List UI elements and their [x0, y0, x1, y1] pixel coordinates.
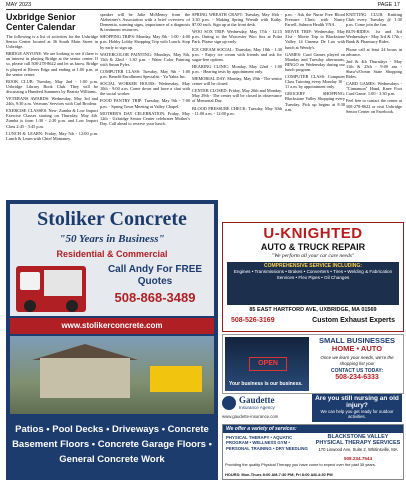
calendar-column-5 — [346, 12, 402, 114]
stoliker-top-panel — [10, 204, 214, 316]
article-paragraph: COMPUTER CLASS: Computer Class Tutoring every Monday 10 - 11 a.m. by appointment only. — [285, 74, 345, 90]
stoliker-photo — [10, 336, 214, 414]
article-paragraph: The following is a list of activities for the Uxbridge Senior Center located at 36 South Main Street in Uxbridge. — [6, 34, 98, 50]
article-paragraph: HEARING CLINIC: Monday, May 22nd - 1:00 p.m. - Hearing tests by appointment only. — [192, 63, 282, 74]
senior-center-title: Uxbridge Senior Center Calendar — [6, 12, 76, 32]
storefront-photo — [225, 337, 309, 391]
article-paragraph: p.m. - Ask the Nurse Free Blood Pressure Clinic with Nancy Farrell, Salmon Health VNA. — [285, 12, 345, 28]
truck-wheel — [66, 300, 78, 312]
article-paragraph: WOO SOX TRIP: Wednesday, May 17th - 12:15 p.m. Outing to the Worcester Woo Sox at Polar Park. Please sign up early. — [192, 29, 282, 45]
uknighted-ad — [222, 222, 404, 332]
excavator-icon — [150, 366, 202, 392]
issue-month: MAY 2023 — [6, 2, 32, 8]
photo-caption: Your business is our business. — [229, 381, 303, 387]
uknighted-subtitle: AUTO & TRUCK REPAIR — [260, 242, 366, 252]
stoliker-name: Stoliker Concrete — [37, 208, 187, 230]
house-wall — [40, 358, 130, 398]
bvpt-services: PHYSICAL THERAPY • AQUATIC PROGRAM • WELLNESS GYM • PERSONAL TRAINING • DRY NEEDLING — [226, 435, 308, 451]
stoliker-phone: 508-868-3489 — [114, 290, 196, 305]
uknighted-phone: 508-526-3169 — [231, 317, 275, 324]
article-paragraph: Feel free to contact the center at 508-278-8622 or visit Uxbridge Senior Center on Facebook. — [346, 98, 402, 114]
uknighted-exhaust: Custom Exhaust Experts — [312, 317, 395, 324]
article-paragraph: EXERCISE CLASSES: New: Zumba & Low Impact Exercise Classes starting on Thursday, May 4th. Zumba is from 1:30 - 2:30 p.m. and Low Impact Class 2:45 - 3:45 p.m. — [6, 108, 98, 129]
article-paragraph: LUNCH & LEARN: Friday, May 5th - 12:00 p.m. Lunch & Learn with Chief Montaney. — [6, 130, 98, 141]
header-rule — [6, 9, 400, 10]
gaudette-name: Gaudette — [239, 395, 275, 405]
small-business-ad — [222, 334, 404, 394]
bvpt-name: BLACKSTONE VALLEY PHYSICAL THERAPY SERVICES — [315, 434, 401, 446]
contact-label: CONTACT US TODAY: — [330, 368, 384, 374]
article-paragraph: RUN-RIDES: 1st and 3rd Wednesdays - May 3rd & 17th - Bank & Pharmacy Rides. — [346, 29, 402, 45]
gaudette-logo-icon — [222, 396, 236, 410]
senior-center-column — [6, 12, 98, 199]
article-paragraph: CENTER CLOSED: Friday, May 26th and Monday, May 29th - The center will be closed in observance of Memorial Day. — [192, 88, 282, 104]
open-sign: OPEN — [249, 357, 287, 371]
stoliker-residential: Residential & Commercial — [56, 249, 168, 259]
article-paragraph: KNITTING CLUB: Knitting Club every Tuesday @ 1:30 p.m. Come join the fun. — [346, 12, 402, 28]
article-paragraph: CARD GAMES: Wednesdays - "Cinnamon" Hand, Knee Foot Card Game. 1:00 - 3:30 p.m. — [346, 81, 402, 97]
truck-wheel — [24, 300, 36, 312]
gaudette-subtitle: Insurance Agency — [239, 405, 275, 410]
article-paragraph: SHOPPING TRIPS: Monday, May 8th - 1:00 - 4:00 p.m. Hobby Lobby Shopping Trip with Lunch. Stop by early to sign up. — [100, 34, 190, 50]
article-paragraph: SOCIAL WORKER HOURS: Wednesday, May 10th - 9:00 a.m. Come down and have a chat with the social worker. — [100, 81, 190, 97]
article-paragraph: BRIDGE ANYONE: We are looking to see if there is an interest in playing Bridge at the senior center. If so, please call 508-278-8622 and let us know. Bridge is played at Rivers Edge and ending at 1:00 p.m. at the senior center. — [6, 51, 98, 77]
stoliker-website: www.stolikerconcrete.com — [10, 318, 214, 334]
injury-body: We can help you get ready for outdoor activities. — [320, 409, 394, 419]
stoliker-years: "50 Years in Business" — [59, 233, 165, 245]
article-paragraph: MOVIE TRIP: Wednesday, May 31st - Movie Trip to Blackstone Valley 14 Cinema De Lux with lunch at Wendy's. — [285, 29, 345, 50]
truck-cab — [20, 272, 40, 290]
bvpt-address: 170 Linwood Ave, Suite 2, Whitinsville, MA — [318, 447, 398, 452]
gaudette-website: www.gaudette-insurance.com — [222, 414, 279, 419]
home-auto-heading: HOME • AUTO — [331, 344, 383, 353]
small-business-phone: 508-234-6333 — [335, 374, 379, 381]
article-paragraph: SPRING WREATH CRAFT: Tuesday, May 16th - 3:30 p.m. - Making Spring Wreath with Kathy. $7.00 each. Sign up at the front desk. — [192, 12, 282, 28]
blackstone-pt-ad — [222, 424, 404, 480]
article-paragraph: 2nd & 4th Thursdays - May 11th & 25th - 9:00 am - Shaw's/Ocean State Shopping Rides. — [346, 58, 402, 80]
article-paragraph: ICE CREAM SOCIAL: Thursday, May 18th - 1:30 p.m. - Enjoy ice cream with friends and ask for sugar-free options. — [192, 46, 282, 62]
calendar-column-2 — [100, 12, 190, 199]
stoliker-services: Patios • Pool Decks • Driveways • Concrete Basement Floors • Concrete Garage Floors • General Concrete Work — [12, 424, 212, 465]
small-business-heading: SMALL BUSINESSES — [318, 336, 396, 345]
calendar-column-3 — [192, 12, 282, 199]
small-business-text — [313, 337, 401, 381]
article-paragraph: VETERANS AWARDS: Wednesday, May 3rd and 24th, 9:30 a.m. Veterans' Services with Carl Brodeur. — [6, 96, 98, 107]
article-paragraph: COMPUTER CLASS: Tuesday, May 9th - 1:00 p.m. Benefit Enrollment Specialist - Yu Yahtz Inc. — [100, 68, 190, 80]
gaudette-ad — [222, 394, 308, 422]
concrete-truck-icon — [16, 266, 86, 312]
uknighted-title: U-KNIGHTED — [263, 225, 363, 242]
article-paragraph: BLOOD PRESSURE CHECK: Tuesday, May 30th - 11:00 a.m. - 12:00 p.m. — [192, 105, 282, 116]
uknighted-address: 85 EAST HARTFORD AVE, UXBRIDGE, MA 01569 — [249, 307, 377, 313]
bvpt-phone: 508.234.7544 — [343, 456, 373, 461]
injury-ad — [312, 394, 402, 422]
article-paragraph: FOOD PANTRY TRIP: Tuesday, May 9th - 7:00 p.m. - Spring Town Meeting at Valley Chapel. — [100, 98, 190, 109]
article-paragraph: BOOK CLUB: Tuesday, May 2nd - 1:00 p.m. Uxbridge Library Book Club. They will be discussing a Hundred Summers by Beatriz Williams. — [6, 78, 98, 94]
bvpt-footer: Providing the quality Physical Therapy you have come to expect over the past 35 years. — [225, 462, 376, 467]
stoliker-call: Call Andy For FREE Quotes — [107, 264, 203, 287]
stoliker-ad — [6, 200, 218, 480]
uknighted-services-list: Engines • Transmissions • Brakes • Converters • Tires • Welding & Fabrication Services • Flex Pipes • Oil Changes — [233, 269, 393, 280]
injury-heading: Are you still nursing an old injury? — [315, 395, 399, 409]
article-paragraph: speaker will be Julie McMenoy from the Alzheimer's Association with a brief overview of Dementia, warning signs, importance of a diagnosis & treatment resources. — [100, 12, 190, 33]
article-paragraph: WATERCOLOR PAINTING: Mondays, May 8th, 15th & 22nd - 1:30 p.m. - Water Color Painting with Susan Pyles. — [100, 51, 190, 67]
page-number: PAGE 17 — [377, 2, 400, 8]
article-paragraph: GAMES: Card Games played on Monday and Tuesday afternoons, BINGO on Wednesday during our lunch program. — [285, 51, 345, 72]
uknighted-services-heading: COMPREHENSIVE SERVICE INCLUDING: — [264, 263, 362, 269]
uknighted-tagline: "We perform all your car care needs" — [271, 253, 355, 259]
bvpt-header: We offer a variety of services: — [223, 425, 403, 433]
article-paragraph: MEMORIAL DAY: Monday, May 29th - The senior center will be closed. — [192, 76, 282, 87]
small-business-body: Once we learn your needs, we're the shopping list you! — [320, 355, 394, 366]
bvpt-hours: HOURS: Mon-Thurs 8:00 AM-7:30 PM; Fri 8:00 AM-4:30 PM — [225, 472, 333, 477]
article-paragraph: Phone call at least 24 hours in advance. — [346, 46, 402, 57]
article-paragraph: GROCERY SHOPPING: Blackstone Valley Shopping every Tuesday. Pick up begins at 8:30 a.m. — [285, 91, 345, 112]
calendar-column-4 — [285, 12, 345, 112]
truck-bed — [44, 270, 82, 296]
article-paragraph: MOTHER'S DAY CELEBRATION: Friday, May 12th - Uxbridge Senior Center celebrates Mother's Day. Call ahead to reserve your lunch. — [100, 110, 190, 126]
uknighted-services-box — [227, 262, 399, 305]
